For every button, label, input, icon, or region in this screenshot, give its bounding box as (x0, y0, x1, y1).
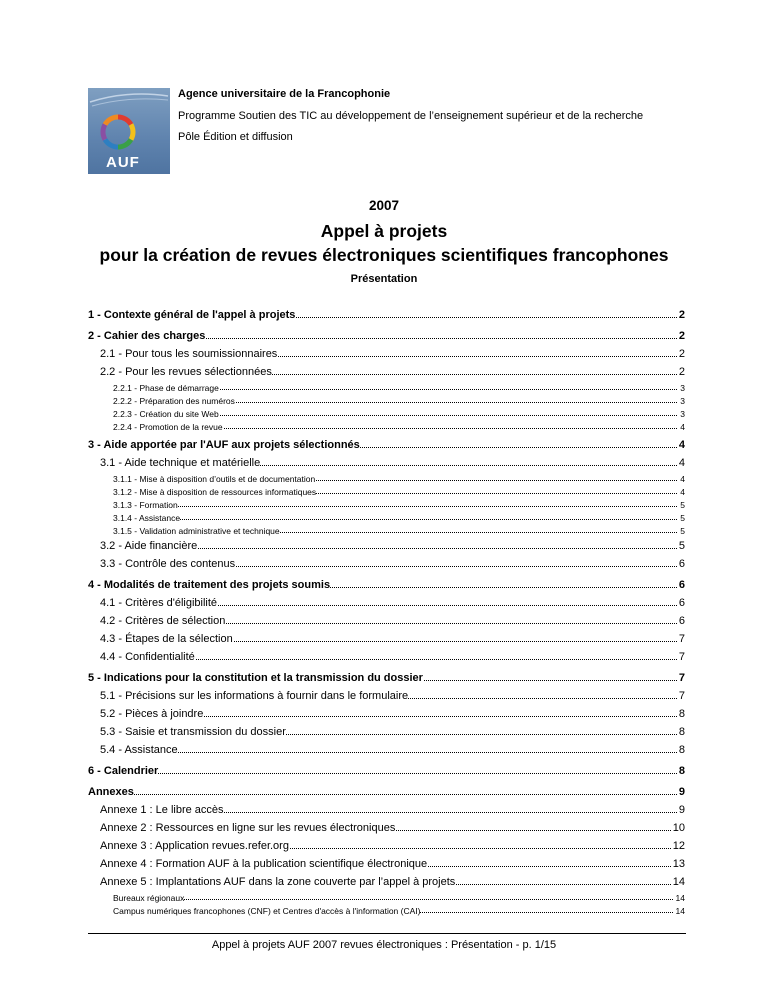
toc-entry-label: 4.4 - Confidentialité (100, 651, 195, 663)
toc-entry-label: Campus numériques francophones (CNF) et Centres d'accès à l'information (CAI) (113, 906, 421, 916)
toc-entry-page: 4 (678, 457, 685, 469)
toc-entry[interactable] (88, 510, 685, 523)
toc-entry-page: 7 (678, 672, 685, 684)
toc-entry-label: 3.1.3 - Formation (113, 500, 178, 510)
toc-entry[interactable] (88, 323, 685, 344)
toc-entry-label: 5.4 - Assistance (100, 744, 178, 756)
toc-entry[interactable] (88, 800, 685, 818)
toc-dot-leader (113, 506, 685, 507)
toc-entry-page: 2 (678, 366, 685, 378)
toc-entry-label: 2.2 - Pour les revues sélectionnées (100, 366, 272, 378)
toc-entry-page: 9 (678, 786, 685, 798)
toc-entry-page: 5 (680, 526, 685, 536)
pole-name: Pôle Édition et diffusion (178, 131, 293, 143)
toc-entry[interactable] (88, 471, 685, 484)
toc-entry-label: 3.1 - Aide technique et matérielle (100, 457, 261, 469)
toc-entry[interactable] (88, 572, 685, 593)
toc-entry-label: 4.1 - Critères d'éligibilité (100, 597, 218, 609)
toc-entry-page: 5 (680, 513, 685, 523)
toc-entry-page: 14 (672, 876, 685, 888)
toc-entry-page: 4 (680, 474, 685, 484)
document-year: 2007 (368, 198, 400, 213)
toc-entry-label: 5.2 - Pièces à joindre (100, 708, 204, 720)
toc-entry[interactable] (88, 686, 685, 704)
toc-entry[interactable] (88, 740, 685, 758)
toc-entry-page: 13 (672, 858, 685, 870)
toc-entry-label: Annexes (88, 786, 134, 798)
toc-entry-label: 2.2.3 - Création du site Web (113, 409, 219, 419)
toc-entry[interactable] (88, 393, 685, 406)
page-footer: Appel à projets AUF 2007 revues électroniques : Présentation - p. 1/15 (211, 939, 557, 951)
toc-entry-label: 2.1 - Pour tous les soumissionnaires (100, 348, 278, 360)
program-name: Programme Soutien des TIC au développement de l’enseignement supérieur et de la recherche (178, 109, 644, 122)
toc-entry-label: 3 - Aide apportée par l'AUF aux projets sélectionnés (88, 439, 360, 451)
toc-entry[interactable] (88, 344, 685, 362)
toc-entry[interactable] (88, 854, 685, 872)
toc-entry[interactable] (88, 380, 685, 393)
toc-dot-leader (113, 899, 685, 900)
toc-entry-label: Annexe 4 : Formation AUF à la publication scientifique électronique (100, 858, 428, 870)
toc-entry[interactable] (88, 419, 685, 432)
toc-entry-label: 3.1.2 - Mise à disposition de ressources informatiques (113, 487, 317, 497)
toc-entry-label: 6 - Calendrier (88, 765, 159, 777)
toc-entry-label: 1 - Contexte général de l'appel à projets (88, 309, 296, 321)
toc-dot-leader (88, 773, 685, 774)
toc-entry[interactable] (88, 432, 685, 453)
toc-entry-page: 9 (678, 804, 685, 816)
toc-entry-page: 12 (672, 840, 685, 852)
toc-entry-page: 10 (672, 822, 685, 834)
toc-entry-page: 4 (678, 439, 685, 451)
toc-entry[interactable] (88, 836, 685, 854)
toc-entry[interactable] (88, 818, 685, 836)
toc-entry-label: 4.2 - Critères de sélection (100, 615, 226, 627)
toc-entry[interactable] (88, 629, 685, 647)
toc-entry[interactable] (88, 536, 685, 554)
toc-entry-label: 2.2.1 - Phase de démarrage (113, 383, 219, 393)
auf-logo (88, 88, 170, 174)
toc-entry-label: 3.3 - Contrôle des contenus (100, 558, 236, 570)
toc-entry-label: Annexe 5 : Implantations AUF dans la zone couverte par l’appel à projets (100, 876, 456, 888)
toc-entry-page: 3 (680, 396, 685, 406)
toc-entry-page: 4 (680, 487, 685, 497)
toc-entry-page: 4 (680, 422, 685, 432)
toc-entry[interactable] (88, 647, 685, 665)
toc-entry[interactable] (88, 523, 685, 536)
toc-entry-label: 3.2 - Aide financière (100, 540, 198, 552)
toc-entry-label: 2.2.4 - Promotion de la revue (113, 422, 223, 432)
toc-entry-label: 3.1.4 - Assistance (113, 513, 181, 523)
toc-entry[interactable] (88, 758, 685, 779)
toc-entry-label: Annexe 3 : Application revues.refer.org (100, 840, 289, 852)
toc-entry[interactable] (88, 611, 685, 629)
toc-entry[interactable] (88, 453, 685, 471)
toc-entry-page: 5 (680, 500, 685, 510)
toc-entry-label: 4.3 - Étapes de la sélection (100, 633, 233, 645)
footer-rule (88, 933, 686, 934)
header-block (178, 84, 643, 149)
toc-entry-page: 6 (678, 597, 685, 609)
toc-entry-page: 6 (678, 558, 685, 570)
toc-dot-leader (113, 519, 685, 520)
toc-entry[interactable] (88, 665, 685, 686)
toc-entry-page: 6 (678, 615, 685, 627)
toc-dot-leader (100, 752, 685, 753)
toc-entry-label: 5.1 - Précisions sur les informations à fournir dans le formulaire (100, 690, 409, 702)
toc-entry-page: 3 (680, 409, 685, 419)
toc-entry-page: 8 (678, 765, 685, 777)
toc-entry[interactable] (88, 554, 685, 572)
toc-entry-page: 7 (678, 651, 685, 663)
toc-entry-page: 8 (678, 744, 685, 756)
toc-entry-page: 6 (678, 579, 685, 591)
toc-entry[interactable] (88, 593, 685, 611)
document-title: Appel à projets (320, 221, 448, 241)
toc-entry-label: 4 - Modalités de traitement des projets soumis (88, 579, 331, 591)
toc-entry-page: 14 (675, 906, 685, 916)
toc-entry-label: 2.2.2 - Préparation des numéros (113, 396, 235, 406)
toc-entry-page: 7 (678, 633, 685, 645)
toc-entry-label: 3.1.1 - Mise à disposition d’outils et de documentation (113, 474, 316, 484)
toc-entry-page: 14 (675, 893, 685, 903)
toc-entry[interactable] (88, 497, 685, 510)
table-of-contents (88, 302, 685, 916)
toc-entry[interactable] (88, 484, 685, 497)
toc-entry[interactable] (88, 362, 685, 380)
toc-entry[interactable] (88, 406, 685, 419)
toc-entry-label: 3.1.5 - Validation administrative et technique (113, 526, 280, 536)
toc-entry-label: Annexe 1 : Le libre accès (100, 804, 224, 816)
section-label: Présentation (350, 273, 418, 285)
toc-entry[interactable] (88, 722, 685, 740)
toc-entry-page: 8 (678, 708, 685, 720)
agency-name: Agence universitaire de la Francophonie (178, 88, 391, 100)
document-subtitle: pour la création de revues électroniques scientifiques francophones (99, 245, 669, 265)
toc-entry-label: Annexe 2 : Ressources en ligne sur les revues électroniques (100, 822, 396, 834)
toc-entry-page: 2 (678, 309, 685, 321)
toc-entry-label: Bureaux régionaux (113, 893, 185, 903)
toc-entry[interactable] (88, 903, 685, 916)
toc-entry[interactable] (88, 872, 685, 890)
logo-text: AUF (106, 154, 140, 171)
toc-entry-label: 5 - Indications pour la constitution et la transmission du dossier (88, 672, 423, 684)
toc-entry[interactable] (88, 302, 685, 323)
toc-entry-page: 8 (678, 726, 685, 738)
toc-entry[interactable] (88, 890, 685, 903)
toc-entry-page: 7 (678, 690, 685, 702)
toc-entry-page: 2 (678, 348, 685, 360)
toc-entry-page: 2 (678, 330, 685, 342)
toc-entry[interactable] (88, 779, 685, 800)
toc-entry[interactable] (88, 704, 685, 722)
toc-entry-page: 3 (680, 383, 685, 393)
toc-entry-label: 2 - Cahier des charges (88, 330, 206, 342)
toc-entry-label: 5.3 - Saisie et transmission du dossier (100, 726, 286, 738)
toc-entry-page: 5 (678, 540, 685, 552)
toc-dot-leader (88, 794, 685, 795)
